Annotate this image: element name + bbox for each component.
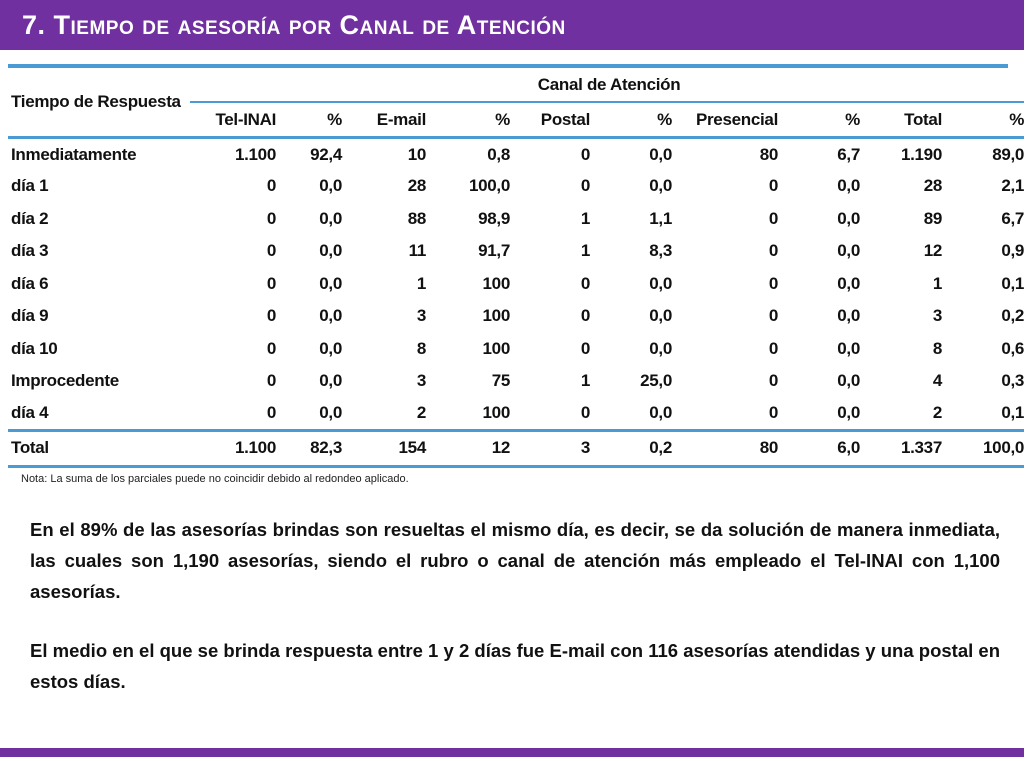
column-header: % (430, 102, 514, 138)
table-cell: 0,0 (319, 208, 342, 228)
table-note: Nota: La suma de los parciales puede no coincidir debido al redondeo aplicado. (21, 473, 409, 485)
corner-header: Tiempo de Respuesta (11, 92, 181, 111)
column-header: Tel-INAI (190, 102, 280, 138)
table-cell: 3 (416, 306, 426, 326)
column-header: % (280, 102, 346, 138)
table-cell: 0 (768, 403, 778, 422)
table-cell: 1 (416, 273, 426, 293)
table-cell: 0 (514, 138, 594, 171)
table-cell: 89,0 (946, 138, 1024, 171)
total-cell: 82,3 (280, 430, 346, 466)
table-cell: 0 (266, 338, 276, 358)
total-cell: 1.100 (190, 430, 280, 466)
table-cell: 8 (932, 338, 942, 358)
paragraph-summary: En el 89% de las asesorías brindas son resueltas el mismo día, es decir, se da solución de manera inmediata, las cuales son 1,190 asesorías, siendo el rubro o canal de atención más empleado el Tel-INAI con 1,100 asesorías. (30, 519, 1000, 602)
table-cell: 1 (580, 241, 590, 261)
table-cell: 2,1 (1001, 176, 1024, 196)
table-cell: 1 (580, 371, 590, 391)
row-label: día 4 (11, 403, 49, 422)
table-cell: 0,3 (1001, 371, 1024, 391)
table-row (8, 235, 1024, 268)
table-cell: 100 (482, 403, 510, 422)
table-cell: 25,0 (640, 371, 672, 391)
table-cell: 80 (676, 138, 782, 171)
total-cell: 3 (514, 430, 594, 466)
table-cell: 0,2 (1001, 306, 1024, 326)
table-cell: 100 (482, 338, 510, 358)
table-body (8, 138, 1024, 431)
total-cell: 1.337 (864, 430, 946, 466)
table-cell: 0,1 (1001, 273, 1024, 293)
total-cell: 6,0 (782, 430, 864, 466)
table-cell: 0,0 (837, 306, 860, 326)
table-cell: 0,0 (837, 176, 860, 196)
column-header: E-mail (346, 102, 430, 138)
table-cell: 100 (482, 306, 510, 326)
table-cell: 0,0 (319, 338, 342, 358)
table-row (8, 300, 1024, 333)
table-cell: 6,7 (782, 138, 864, 171)
table-cell: 0,0 (319, 241, 342, 261)
table-cell: 0,0 (837, 371, 860, 391)
table-cell: 0 (580, 176, 590, 196)
table-cell: 0 (580, 338, 590, 358)
table-cell: 0 (768, 176, 778, 196)
table-cell: 0,0 (649, 338, 672, 358)
table-total (8, 430, 1024, 466)
response-time-table-container (8, 64, 1024, 468)
table-cell: 92,4 (280, 138, 346, 171)
table-cell: 3 (932, 306, 942, 326)
table-cell: 98,9 (478, 208, 510, 228)
table-cell: 0,0 (319, 306, 342, 326)
table-cell: 0 (580, 273, 590, 293)
table-cell: 0 (768, 208, 778, 228)
table-cell: 0,0 (837, 208, 860, 228)
table-cell: 0,0 (319, 176, 342, 196)
table-cell: 0,0 (319, 273, 342, 293)
table-cell: 91,7 (478, 241, 510, 261)
paragraph-email: El medio en el que se brinda respuesta entre 1 y 2 días fue E-mail con 116 asesorías atendidas y una postal en estos días. (30, 640, 1000, 692)
row-label: día 3 (11, 241, 49, 261)
table-cell: 0 (768, 273, 778, 293)
table-row (8, 170, 1024, 203)
table-cell: 0 (768, 241, 778, 261)
title-bar (0, 0, 1024, 50)
total-cell: 12 (430, 430, 514, 466)
table-cell: 8 (416, 338, 426, 358)
table-cell: 0,0 (319, 403, 342, 422)
table-cell: 0 (768, 306, 778, 326)
table-row (8, 398, 1024, 431)
table-cell: 3 (416, 371, 426, 391)
column-header: % (594, 102, 676, 138)
table-row (8, 138, 1024, 171)
table-cell: 0,0 (649, 273, 672, 293)
table-cell: 0,0 (837, 273, 860, 293)
table-cell: 1,1 (649, 208, 672, 228)
table-cell: 0 (580, 306, 590, 326)
table-cell: 28 (407, 176, 426, 196)
table-cell: 28 (923, 176, 942, 196)
table-cell: 0 (768, 338, 778, 358)
table-cell: 0,0 (649, 403, 672, 422)
table-cell: 89 (923, 208, 942, 228)
table-cell: 0,8 (430, 138, 514, 171)
table-row (8, 365, 1024, 398)
table-cell: 0 (768, 371, 778, 391)
table-cell: 0 (266, 306, 276, 326)
table-cell: 0,0 (594, 138, 676, 171)
table-cell: 1.100 (190, 138, 280, 171)
response-time-table (8, 68, 1024, 468)
row-label: Improcedente (11, 371, 119, 391)
row-label: día 9 (11, 306, 49, 326)
table-cell: 0 (580, 403, 590, 422)
column-header: Presencial (676, 102, 782, 138)
table-cell: 0,0 (649, 306, 672, 326)
table-cell: 8,3 (649, 241, 672, 261)
table-cell: 6,7 (1001, 208, 1024, 228)
table-cell: 1 (932, 273, 942, 293)
table-cell: 12 (923, 241, 942, 261)
total-cell: 80 (676, 430, 782, 466)
table-cell: 0,1 (1001, 403, 1024, 422)
table-row (8, 333, 1024, 366)
total-cell: 154 (346, 430, 430, 466)
table-row (8, 203, 1024, 236)
table-cell: 0 (266, 241, 276, 261)
row-label: día 2 (11, 208, 49, 228)
column-header: Postal (514, 102, 594, 138)
table-cell: 0,0 (649, 176, 672, 196)
table-cell: 0 (266, 176, 276, 196)
column-header: Total (864, 102, 946, 138)
table-cell: 100 (482, 273, 510, 293)
table-cell: 0 (266, 273, 276, 293)
bottom-bar (0, 748, 1024, 757)
table-cell: 0,0 (837, 403, 860, 422)
table-cell: 2 (932, 403, 942, 422)
table-cell: 0 (266, 208, 276, 228)
table-row (8, 268, 1024, 301)
group-header: Canal de Atención (537, 74, 681, 94)
row-label: día 6 (11, 273, 49, 293)
total-label: Total (8, 430, 190, 466)
table-cell: 1.190 (864, 138, 946, 171)
row-label: día 10 (11, 338, 58, 358)
row-label: día 1 (11, 176, 49, 196)
table-cell: 1 (580, 208, 590, 228)
page-title: 7. Tiempo de asesoría por Canal de Atención (22, 10, 566, 40)
row-label: Inmediatamente (8, 138, 190, 171)
table-cell: 10 (346, 138, 430, 171)
column-header: % (946, 102, 1024, 138)
table-cell: 0,6 (1001, 338, 1024, 358)
table-cell: 0,0 (837, 241, 860, 261)
table-cell: 0,0 (837, 338, 860, 358)
table-cell: 75 (491, 371, 510, 391)
table-cell: 2 (416, 403, 426, 422)
table-cell: 0,9 (1001, 241, 1024, 261)
table-cell: 88 (407, 208, 426, 228)
table-cell: 0 (266, 371, 276, 391)
table-cell: 0 (266, 403, 276, 422)
table-cell: 11 (408, 241, 426, 261)
total-cell: 100,0 (946, 430, 1024, 466)
column-header: % (782, 102, 864, 138)
total-cell: 0,2 (594, 430, 676, 466)
table-cell: 100,0 (468, 176, 510, 196)
table-cell: 0,0 (319, 371, 342, 391)
total-row (8, 430, 1024, 466)
table-cell: 4 (932, 371, 942, 391)
